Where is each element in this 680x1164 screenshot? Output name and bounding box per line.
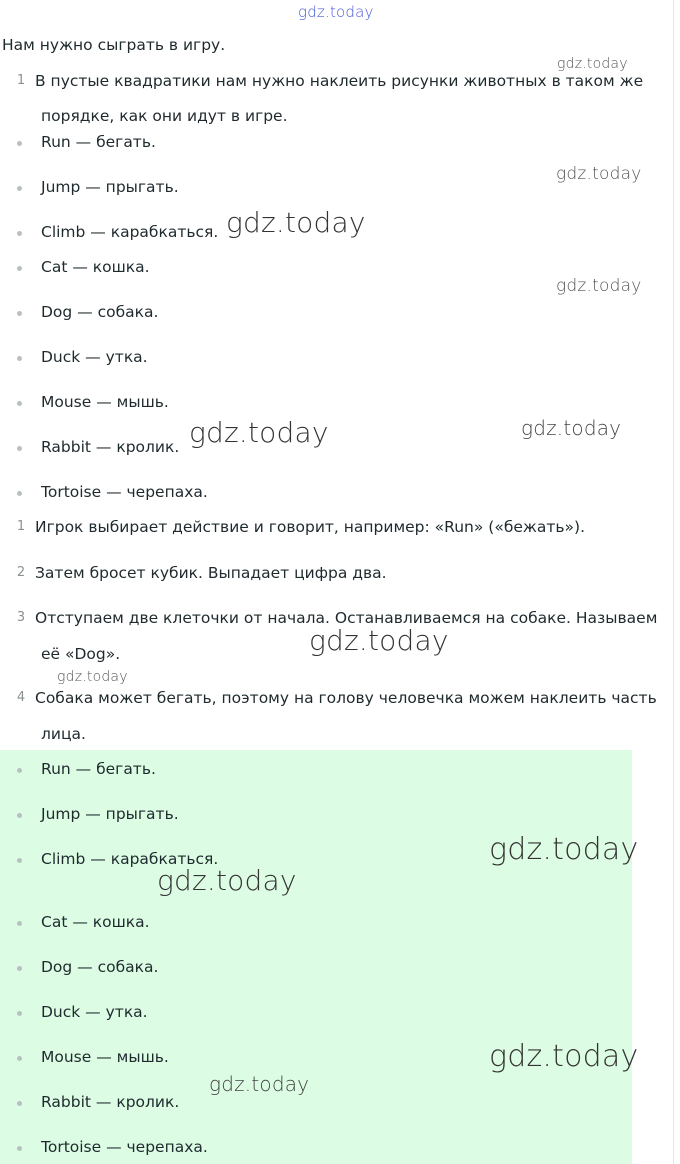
list-item: Cat — кошка. [41,258,150,276]
bullet [17,356,22,361]
step-text: Собака может бегать, поэтому на голову человечка можем наклеить часть [35,689,657,707]
watermark: gdz.today [157,864,297,897]
bullet [17,966,22,971]
step-number: 3 [16,610,26,625]
list-item: Rabbit — кролик. [41,438,180,456]
watermark-top: gdz.today [298,3,374,21]
bullet [17,921,22,926]
watermark: gdz.today [556,276,642,296]
watermark: gdz.today [57,669,128,685]
watermark: gdz.today [557,56,628,72]
list-item: Tortoise — черепаха. [41,483,208,501]
watermark: gdz.today [489,1039,639,1074]
page-right-border [673,0,674,1164]
watermark: gdz.today [189,416,329,449]
list-item: Jump — прыгать. [41,178,179,196]
step-text: Игрок выбирает действие и говорит, например: «Run» («бежать»). [35,518,585,536]
bullet [17,1101,22,1106]
bullet [17,311,22,316]
bullet [17,1011,22,1016]
watermark: gdz.today [489,832,639,867]
bullet [17,141,22,146]
step-text: В пустые квадратики нам нужно наклеить рисунки животных в таком же [35,72,644,90]
list-item: Jump — прыгать. [41,805,179,823]
bullet [17,186,22,191]
bullet [17,401,22,406]
bullet [17,1056,22,1061]
list-item: Rabbit — кролик. [41,1093,180,1111]
list-item: Duck — утка. [41,348,148,366]
step-number: 4 [16,690,26,705]
list-item: Duck — утка. [41,1003,148,1021]
list-item: Mouse — мышь. [41,393,169,411]
intro-text: Нам нужно сыграть в игру. [2,36,226,54]
watermark: gdz.today [209,1072,310,1096]
list-item: Run — бегать. [41,760,156,778]
watermark: gdz.today [309,624,449,657]
step-text-continued: порядке, как они идут в игре. [41,107,288,125]
list-item: Tortoise — черепаха. [41,1138,208,1156]
bullet [17,768,22,773]
watermark: gdz.today [521,416,622,440]
step-number: 1 [16,73,26,88]
step-text: Затем бросет кубик. Выпадает цифра два. [35,564,387,582]
bullet [17,813,22,818]
list-item: Climb — карабкаться. [41,223,219,241]
bullet [17,231,22,236]
bullet [17,446,22,451]
step-number: 1 [16,519,26,534]
watermark: gdz.today [556,164,642,184]
step-text: Отступаем две клеточки от начала. Останавливаемся на собаке. Называем [35,609,658,627]
step-text-continued: лица. [41,725,86,743]
bullet [17,266,22,271]
list-item: Dog — собака. [41,958,159,976]
list-item: Cat — кошка. [41,913,150,931]
bullet [17,858,22,863]
bullet [17,491,22,496]
step-number: 2 [16,565,26,580]
watermark: gdz.today [226,206,366,239]
bullet [17,1146,22,1151]
list-item: Run — бегать. [41,133,156,151]
step-text-continued: её «Dog». [41,645,121,663]
list-item: Climb — карабкаться. [41,850,219,868]
list-item: Dog — собака. [41,303,159,321]
list-item: Mouse — мышь. [41,1048,169,1066]
